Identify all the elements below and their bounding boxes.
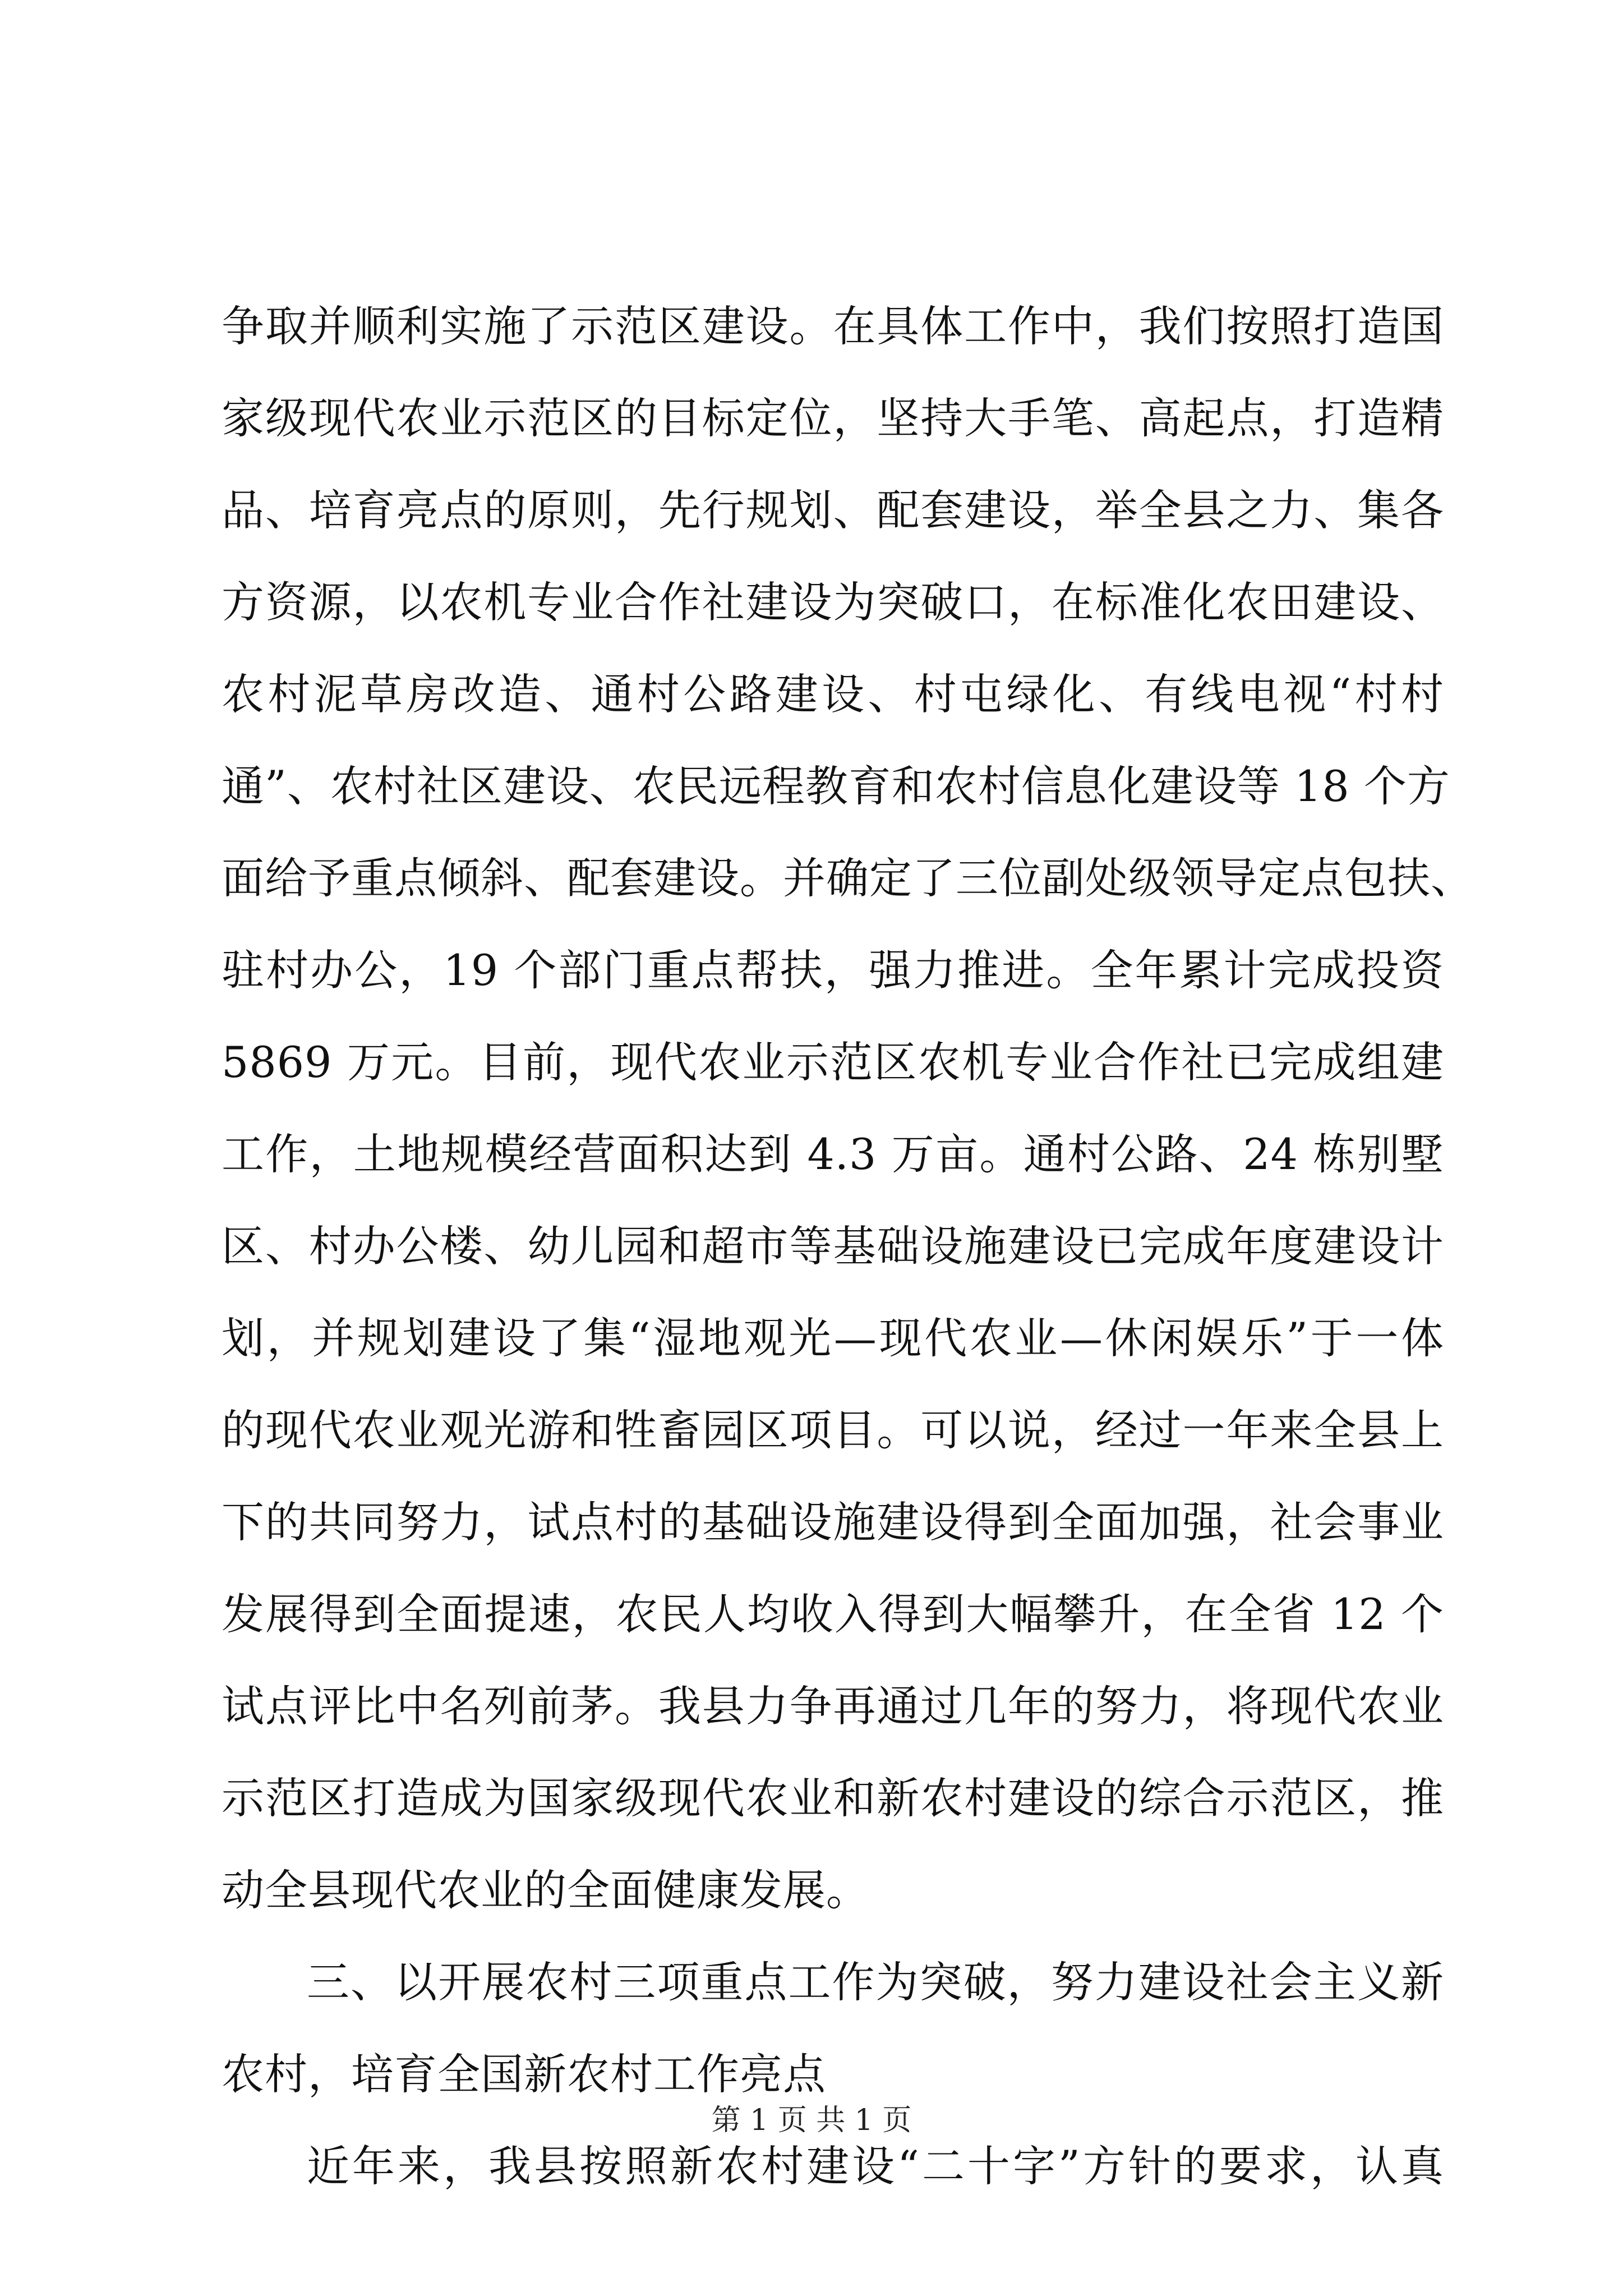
text-line: 5869 万元。目前，现代农业示范区农机专业合作社已完成组建 [222, 1037, 1444, 1087]
text-line: 争取并顺利实施了示范区建设。在具体工作中，我们按照打造国 [222, 301, 1444, 351]
text-line: 区、村办公楼、幼儿园和超市等基础设施建设已完成年度建设计 [222, 1221, 1444, 1271]
text-line: 品、培育亮点的原则，先行规划、配套建设，举全县之力、集各 [222, 485, 1444, 535]
text-line: 的现代农业观光游和牲畜园区项目。可以说，经过一年来全县上 [222, 1405, 1444, 1455]
section-heading-line: 农村，培育全国新农村工作亮点 [222, 2049, 826, 2099]
text-line: 工作，土地规模经营面积达到 4.3 万亩。通村公路、24 栋别墅 [222, 1129, 1444, 1179]
page-number-label: 第 1 页 共 1 页 [711, 2104, 912, 2137]
text-line: 驻村办公，19 个部门重点帮扶，强力推进。全年累计完成投资 [222, 945, 1444, 995]
text-line: 划，并规划建设了集“湿地观光—现代农业—休闲娱乐”于一体 [222, 1313, 1444, 1363]
text-line: 面给予重点倾斜、配套建设。并确定了三位副处级领导定点包扶、 [222, 853, 1474, 903]
page-footer [0, 2101, 1623, 2140]
text-line: 示范区打造成为国家级现代农业和新农村建设的综合示范区，推 [222, 1773, 1444, 1823]
text-line: 试点评比中名列前茅。我县力争再通过几年的努力，将现代农业 [222, 1681, 1444, 1731]
document-body [222, 280, 1474, 2212]
text-line: 动全县现代农业的全面健康发展。 [222, 1865, 869, 1915]
text-line: 近年来，我县按照新农村建设“二十字”方针的要求，认真 [307, 2141, 1444, 2191]
section-heading-line: 三、以开展农村三项重点工作为突破，努力建设社会主义新 [307, 1957, 1444, 2007]
text-line: 农村泥草房改造、通村公路建设、村屯绿化、有线电视“村村 [222, 669, 1444, 719]
text-line: 家级现代农业示范区的目标定位，坚持大手笔、高起点，打造精 [222, 393, 1444, 443]
text-line: 发展得到全面提速，农民人均收入得到大幅攀升，在全省 12 个 [222, 1589, 1444, 1639]
text-line: 方资源，以农机专业合作社建设为突破口，在标准化农田建设、 [222, 577, 1444, 627]
text-line: 下的共同努力，试点村的基础设施建设得到全面加强，社会事业 [222, 1497, 1444, 1547]
text-line: 通”、农村社区建设、农民远程教育和农村信息化建设等 18 个方 [222, 761, 1450, 811]
